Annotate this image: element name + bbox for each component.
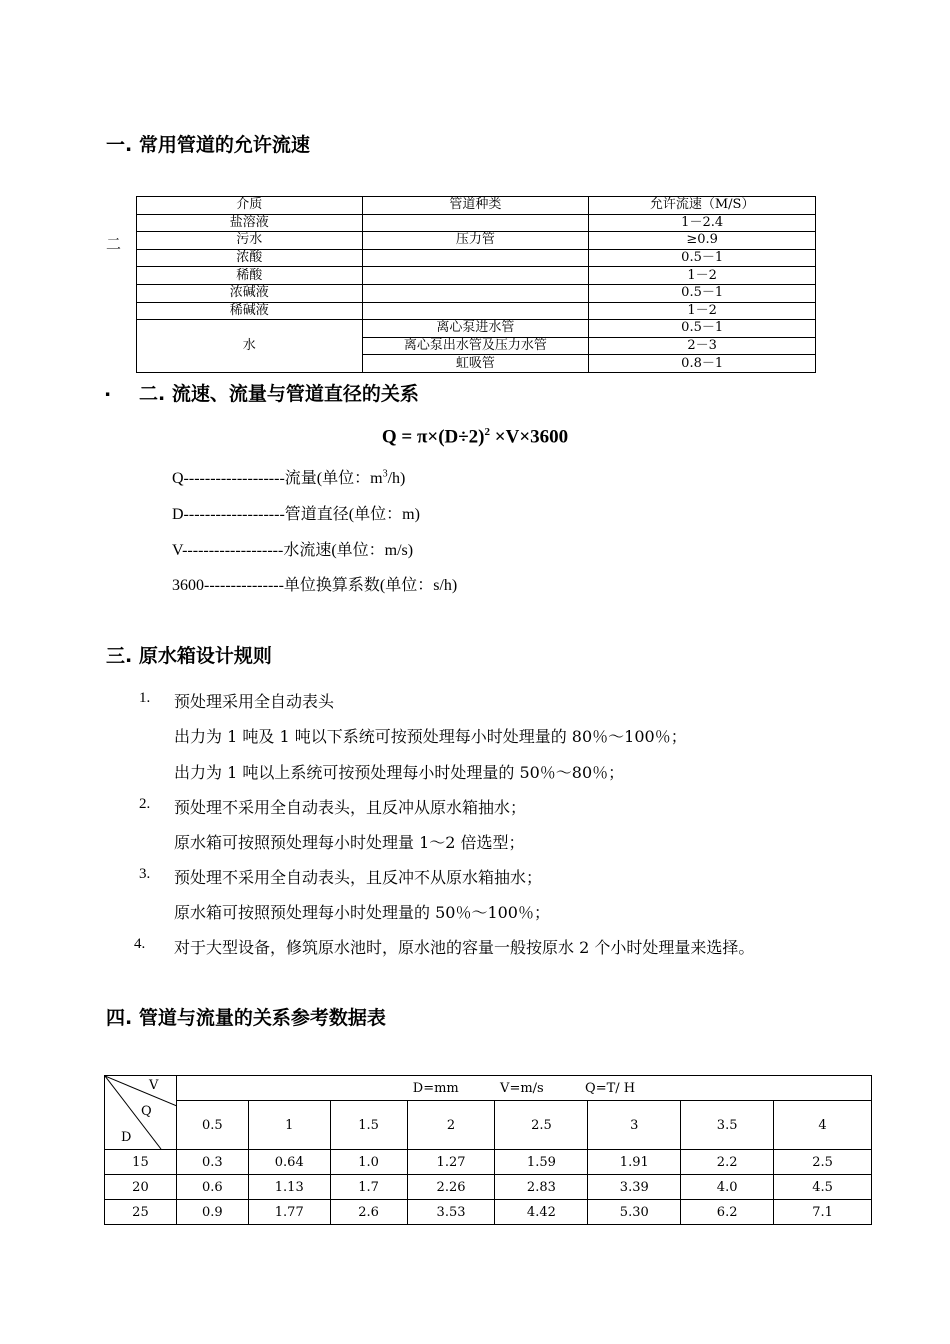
velocity-cell: 2.5 xyxy=(495,1101,588,1150)
table-row xyxy=(105,1150,872,1175)
list-line: 原水箱可按照预处理每小时处理量的 50％～100％； xyxy=(174,903,550,922)
cell-medium: 污水 xyxy=(137,232,363,250)
section-4-title: 四. 管道与流量的关系参考数据表 xyxy=(106,1007,386,1029)
table-row xyxy=(137,284,816,302)
section-1-title: 一. 常用管道的允许流速 xyxy=(106,134,310,156)
list-line: 预处理不采用全自动表头，且反冲从原水箱抽水； xyxy=(174,798,527,817)
cell-pipe xyxy=(362,284,589,302)
cell-pipe: 离心泵出水管及压力水管 xyxy=(362,337,589,355)
section-3-title: 三. 原水箱设计规则 xyxy=(106,645,272,667)
flow-cell: 2.5 xyxy=(774,1150,872,1175)
flow-cell: 2.83 xyxy=(495,1175,588,1200)
cell-speed: ≥0.9 xyxy=(589,232,816,250)
formula-exponent: 2 xyxy=(484,426,491,438)
table-row xyxy=(137,302,816,320)
table-header-row xyxy=(105,1076,872,1101)
flow-cell: 4.0 xyxy=(681,1175,774,1200)
list-number: 2. xyxy=(139,796,151,812)
flow-cell: 1.27 xyxy=(407,1150,495,1175)
cell-pipe xyxy=(362,214,589,232)
formula-left: Q = π×(D÷2) xyxy=(381,426,485,448)
flow-cell: 4.42 xyxy=(495,1200,588,1225)
flow-cell: 0.9 xyxy=(176,1200,248,1225)
header-medium: 介质 xyxy=(137,197,363,215)
velocity-cell: 3.5 xyxy=(681,1101,774,1150)
cell-medium: 稀碱液 xyxy=(137,302,363,320)
corner-diagonal xyxy=(105,1076,176,1149)
diameter-cell: 15 xyxy=(105,1150,177,1175)
cell-pipe xyxy=(362,249,589,267)
list-line: 对于大型设备，修筑原水池时，原水池的容量一般按原水 2 个小时处理量来选择。 xyxy=(174,938,755,957)
definition-tail: /h) xyxy=(387,470,406,487)
cell-speed: 2－3 xyxy=(589,337,816,355)
unit-header: D=mm V=m/s Q=T/ H xyxy=(176,1076,871,1101)
velocity-cell: 4 xyxy=(774,1101,872,1150)
side-mark: 二 xyxy=(106,235,122,253)
cell-pipe: 虹吸管 xyxy=(362,355,589,373)
section-2-dot: . xyxy=(104,379,112,401)
cell-speed: 1－2 xyxy=(589,267,816,285)
table-row xyxy=(137,214,816,232)
velocity-row xyxy=(105,1101,872,1150)
cell-medium: 盐溶液 xyxy=(137,214,363,232)
definition-v: V-------------------水流速(单位：m/s) xyxy=(172,542,414,559)
flow-cell: 1.59 xyxy=(495,1150,588,1175)
definition-q xyxy=(172,465,405,488)
list-number: 3. xyxy=(139,866,151,882)
corner-q-label: Q xyxy=(141,1104,152,1119)
list-line: 原水箱可按照预处理每小时处理量 1～2 倍选型； xyxy=(174,833,525,852)
velocity-cell: 1 xyxy=(248,1101,330,1150)
table-row xyxy=(137,320,816,338)
definition-text: Q-------------------流量(单位：m xyxy=(172,470,383,487)
cell-pipe xyxy=(362,302,589,320)
cell-speed: 0.8－1 xyxy=(589,355,816,373)
definition-d: D-------------------管道直径(单位：m) xyxy=(172,506,420,523)
flow-cell: 2.26 xyxy=(407,1175,495,1200)
flow-speed-table xyxy=(136,196,816,373)
flow-cell: 2.2 xyxy=(681,1150,774,1175)
cell-medium: 浓碱液 xyxy=(137,284,363,302)
corner-v-label: V xyxy=(149,1078,159,1093)
list-line: 出力为 1 吨以上系统可按预处理每小时处理量的 50％～80％； xyxy=(174,763,625,782)
cell-speed: 0.5－1 xyxy=(589,284,816,302)
definition-sup: 3 xyxy=(382,468,388,480)
flow-cell: 3.39 xyxy=(588,1175,681,1200)
pipe-flow-reference-table xyxy=(104,1075,872,1225)
cell-pipe: 离心泵进水管 xyxy=(362,320,589,338)
velocity-cell: 3 xyxy=(588,1101,681,1150)
table-row xyxy=(137,267,816,285)
flow-cell: 1.77 xyxy=(248,1200,330,1225)
cell-medium: 浓酸 xyxy=(137,249,363,267)
table-row xyxy=(137,249,816,267)
table-row xyxy=(105,1175,872,1200)
cell-pipe xyxy=(362,267,589,285)
flow-cell: 1.91 xyxy=(588,1150,681,1175)
flow-cell: 5.30 xyxy=(588,1200,681,1225)
list-line: 预处理不采用全自动表头，且反冲不从原水箱抽水； xyxy=(174,868,543,887)
flow-cell: 0.3 xyxy=(176,1150,248,1175)
cell-speed: 0.5－1 xyxy=(589,320,816,338)
flow-cell: 1.0 xyxy=(330,1150,407,1175)
section-2-title: 二. 流速、流量与管道直径的关系 xyxy=(139,383,419,405)
flow-cell: 3.53 xyxy=(407,1200,495,1225)
flow-cell: 1.7 xyxy=(330,1175,407,1200)
table-row xyxy=(105,1200,872,1225)
table-header-row xyxy=(137,197,816,215)
formula-right: ×V×3600 xyxy=(490,426,569,448)
flow-cell: 0.64 xyxy=(248,1150,330,1175)
cell-pipe: 压力管 xyxy=(362,232,589,250)
header-allowed-speed: 允许流速（M/S） xyxy=(589,197,816,215)
diameter-cell: 25 xyxy=(105,1200,177,1225)
flow-cell: 2.6 xyxy=(330,1200,407,1225)
header-pipe-type: 管道种类 xyxy=(362,197,589,215)
list-line: 预处理采用全自动表头 xyxy=(174,692,335,711)
velocity-cell: 2 xyxy=(407,1101,495,1150)
flow-cell: 6.2 xyxy=(681,1200,774,1225)
velocity-cell: 1.5 xyxy=(330,1101,407,1150)
flow-cell: 4.5 xyxy=(774,1175,872,1200)
list-line: 出力为 1 吨及 1 吨以下系统可按预处理每小时处理量的 80％～100％； xyxy=(174,727,687,746)
velocity-cell: 0.5 xyxy=(176,1101,248,1150)
flow-cell: 0.6 xyxy=(176,1175,248,1200)
flow-cell: 1.13 xyxy=(248,1175,330,1200)
cell-speed: 0.5－1 xyxy=(589,249,816,267)
table-row xyxy=(137,232,816,250)
diameter-cell: 20 xyxy=(105,1175,177,1200)
corner-cell xyxy=(105,1076,177,1150)
cell-speed: 1－2.4 xyxy=(589,214,816,232)
corner-d-label: D xyxy=(121,1130,132,1145)
cell-medium-water: 水 xyxy=(137,320,363,373)
cell-medium: 稀酸 xyxy=(137,267,363,285)
list-number: 1. xyxy=(139,690,151,706)
list-number: 4. xyxy=(134,936,146,952)
flow-cell: 7.1 xyxy=(774,1200,872,1225)
definition-3600: 3600---------------单位换算系数(单位：s/h) xyxy=(172,577,458,594)
flow-formula xyxy=(0,426,950,448)
cell-speed: 1－2 xyxy=(589,302,816,320)
